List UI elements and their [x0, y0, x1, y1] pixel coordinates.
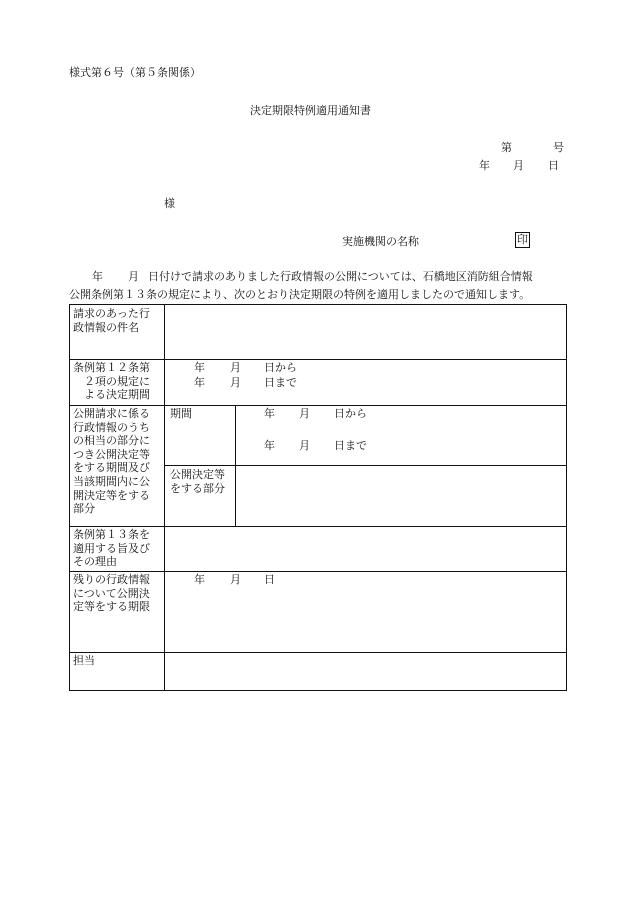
doc-number-dai: 第: [501, 141, 512, 154]
label-remaining-deadline: 残りの行政情報 について公開決 定等をする期限: [73, 573, 150, 614]
row-divider: [70, 652, 566, 653]
form-number: 様式第６号（第５条関係）: [69, 66, 201, 79]
issue-date-year: 年: [479, 159, 490, 172]
label-reason: 条例第１３条を 適用する旨及び その理由: [73, 528, 150, 569]
label-decision-part: 公開決定等 をする部分: [170, 468, 225, 495]
period-end-day: 日まで: [264, 376, 297, 389]
issuer-agency-label: 実施機関の名称: [342, 235, 419, 248]
label-period: 期間: [170, 407, 192, 420]
seal-box: 印: [517, 233, 528, 246]
column-divider: [164, 305, 165, 690]
row-divider: [70, 359, 566, 360]
period-start-day: 日から: [264, 361, 297, 374]
label-decision-period: 条例第１２条第 ２項の規定に よる決定期間: [73, 361, 150, 402]
remaining-day: 日: [264, 573, 275, 586]
period-start-month: 月: [230, 361, 241, 374]
label-request-subject: 請求のあった行 政情報の件名: [73, 307, 150, 334]
body-text: 日付けで請求のありました行政情報の公開については、石橋地区消防組合情報: [148, 270, 533, 283]
addressee-honorific: 様: [164, 197, 175, 210]
period-end-month: 月: [230, 376, 241, 389]
row-divider: [70, 571, 566, 572]
partial-start-day: 日から: [334, 407, 367, 420]
row-divider: [70, 526, 566, 527]
row-divider: [164, 465, 566, 466]
issue-date-month: 月: [513, 159, 524, 172]
doc-number-go: 号: [553, 141, 564, 154]
body-month: 月: [128, 270, 139, 283]
partial-end-month: 月: [299, 439, 310, 452]
label-partial-decision: 公開請求に係る 行政情報のうち の相当の部分に つき公開決定等 をする期間及び 当該期間内に公 開決定等をする 部分: [73, 407, 150, 516]
column-divider: [235, 405, 236, 526]
body-year: 年: [92, 270, 103, 283]
issue-date-day: 日: [548, 159, 559, 172]
notice-table: [69, 304, 567, 691]
remaining-month: 月: [230, 573, 241, 586]
remaining-year: 年: [194, 573, 205, 586]
label-contact: 担当: [73, 654, 95, 667]
row-divider: [70, 405, 566, 406]
body-paragraph-line2: 公開条例第１３条の規定により、次のとおり決定期限の特例を適用しましたので通知します。: [69, 288, 531, 301]
period-start-year: 年: [194, 361, 205, 374]
partial-start-month: 月: [299, 407, 310, 420]
partial-end-day: 日まで: [334, 439, 367, 452]
partial-end-year: 年: [264, 439, 275, 452]
partial-start-year: 年: [264, 407, 275, 420]
period-end-year: 年: [194, 376, 205, 389]
document-title: 決定期限特例適用通知書: [250, 104, 371, 117]
